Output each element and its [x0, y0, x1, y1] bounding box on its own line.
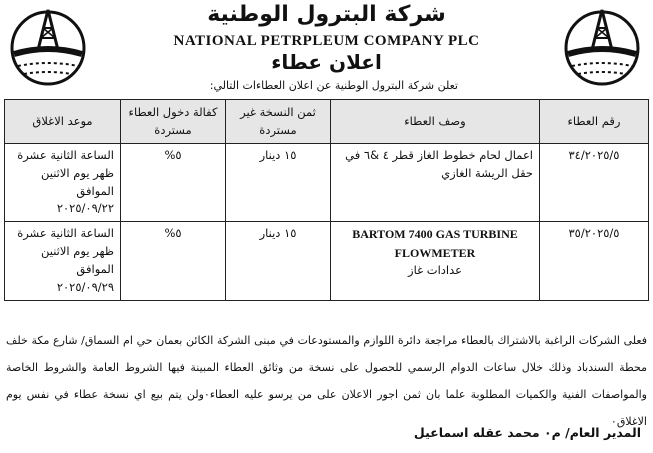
company-name-english: NATIONAL PETRPLEUM COMPANY PLC	[173, 33, 480, 49]
tender-number: ٣٤/٢٠٢٥/٥	[540, 144, 649, 222]
tender-bond: ٥%	[121, 222, 226, 300]
instructions-paragraph: فعلى الشركات الراغبة بالاشتراك بالعطاء مراجعة دائرة اللوازم والمستودعات في مبنى الشركة الكائن بعمان حي ام السماق/ شارع مكة خلف محطة السندباد وذلك خلال ساعات الدوام الرسمي للحصول على نسخة من وثائق العطاء المبينة فيها الشروط العامة والشروط الخاصة والمواصفات الفنية والكميات المطلوبة علما بان ثمن اجور الاعلان على من يرسو عليه العطاء٠ولن يتم بيع اي نسخة عطاء في نفس يوم الاغلاق٠	[6, 334, 647, 428]
closing-line: ظهر يوم الاثنين الموافق	[40, 244, 114, 276]
closing-date: ٢٠٢٥/٠٩/٢٢	[56, 201, 114, 216]
table-row	[5, 144, 649, 222]
tender-description	[331, 222, 540, 300]
closing-date: ٢٠٢٥/٠٩/٢٩	[56, 279, 114, 294]
description-line: اعمال لحام خطوط الغاز قطر ٤ &٦ في	[345, 148, 533, 162]
tender-price: ١٥ دينار	[226, 222, 331, 300]
tender-number: ٣٥/٢٠٢٥/٥	[540, 222, 649, 300]
description-line: حقل الريشة الغازي	[441, 165, 533, 180]
header-closing: موعد الاغلاق	[5, 100, 121, 144]
header-bond: كفالة دخول العطاء مستردة	[121, 100, 226, 144]
header-tender-no: رقم العطاء	[540, 100, 649, 144]
tenders-table	[4, 99, 649, 301]
closing-line: الساعة الثانية عشرة	[17, 148, 114, 162]
tender-closing	[5, 222, 121, 300]
announcement-title: اعلان عطاء	[271, 50, 382, 74]
signature: المدير العام/ م٠ محمد عقله اسماعيل	[413, 425, 641, 440]
description-line: BARTOM 7400 GAS TURBINE	[352, 227, 518, 242]
closing-line: ظهر يوم الاثنين الموافق	[40, 165, 114, 198]
tender-price: ١٥ دينار	[226, 144, 331, 222]
description-line: عدادات غاز	[408, 263, 462, 278]
tender-description	[331, 144, 540, 222]
table-header-row	[5, 100, 649, 144]
description-line: FLOWMETER	[394, 245, 476, 260]
tender-bond: ٥%	[121, 144, 226, 222]
header-description: وصف العطاء	[331, 100, 540, 144]
company-name-arabic: شركة البترول الوطنية	[207, 2, 446, 27]
table-row	[5, 222, 649, 300]
header-price: ثمن النسخة غير مستردة	[226, 100, 331, 144]
intro-text: تعلن شركة البترول الوطنية عن اعلان العطاءات التالي:	[209, 79, 458, 92]
closing-line: الساعة الثانية عشرة	[17, 226, 114, 241]
tender-closing	[5, 144, 121, 222]
